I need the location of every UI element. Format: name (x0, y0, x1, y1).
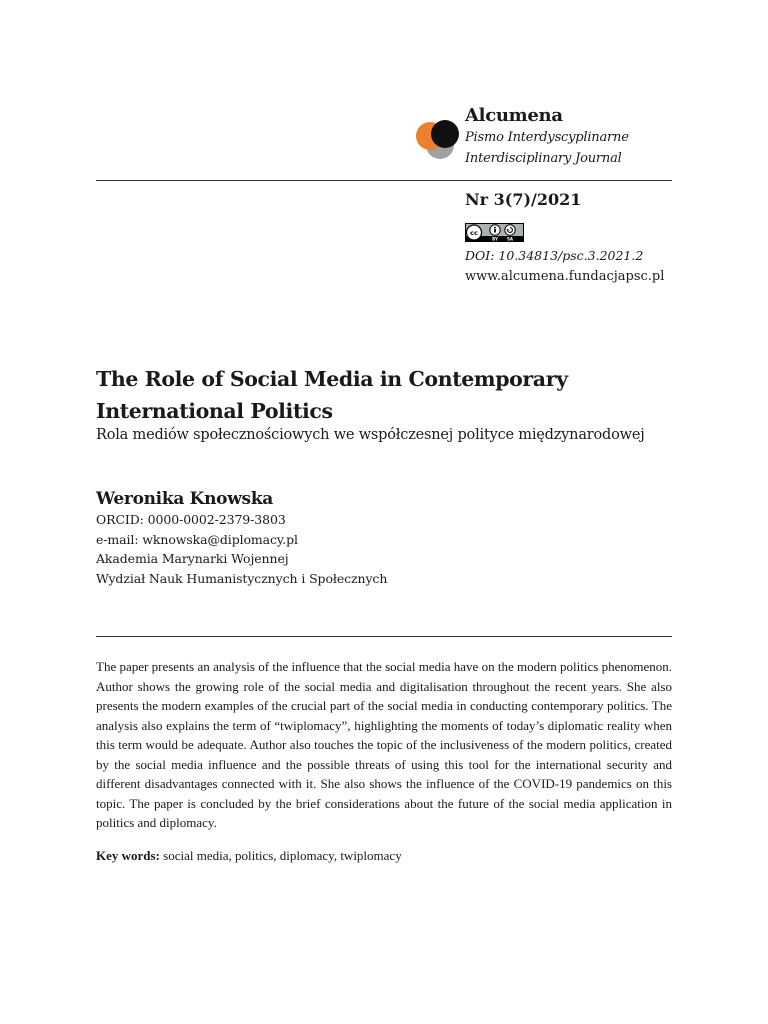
journal-subtitle-en: Interdisciplinary Journal (465, 151, 622, 166)
header-divider (96, 180, 672, 181)
svg-text:SA: SA (507, 236, 513, 242)
abstract-text: The paper presents an analysis of the influence that the social media have on the modern politics phenomenon. Author shows the growing role of the social media and digitalisation throughout the recent years. She also presents the modern examples of the crucial part of the social media in conducting contemporary politics. The analysis also explains the term of “twiplomacy”, highlighting the moments of today’s diplomatic reality when this term would be adequate. Author also touches the topic of the inclusiveness of the modern politics, created by the social media influence and the possible threats of using this tool for the international security and different disadvantages connected with it. She also shows the influence of the COVID-19 pandemics on this topic. The paper is concluded by the brief considerations about the future of the social media application in politics and diplomacy. (96, 659, 672, 830)
doi: DOI: 10.34813/psc.3.2021.2 (465, 248, 644, 263)
svg-text:BY: BY (492, 236, 498, 242)
cc-by-sa-license-icon (465, 223, 524, 242)
article-title: The Role of Social Media in Contemporary International Politics (96, 367, 568, 423)
issue-number: Nr 3(7)/2021 (465, 190, 582, 209)
article-subtitle: Rola mediów społecznościowych we współczesnej polityce międzynarodowej (96, 427, 645, 443)
journal-name: Alcumena (465, 105, 563, 126)
keywords-label: Key words: (96, 848, 160, 863)
journal-subtitle-pl: Pismo Interdyscyplinarne (465, 130, 629, 145)
author-institution: Akademia Marynarki Wojennej (96, 551, 289, 566)
journal-website-link[interactable]: www.alcumena.fundacjapsc.pl (465, 269, 665, 284)
alcumena-logo (414, 119, 462, 163)
keywords (96, 848, 672, 864)
abstract-divider (96, 636, 672, 637)
author-orcid: ORCID: 0000-0002-2379-3803 (96, 512, 286, 527)
author-email[interactable]: e-mail: wknowska@diplomacy.pl (96, 532, 298, 547)
svg-text:cc: cc (470, 229, 478, 237)
keywords-value: social media, politics, diplomacy, twiplomacy (163, 848, 402, 863)
author-department: Wydział Nauk Humanistycznych i Społecznych (96, 571, 388, 586)
author-name: Weronika Knowska (96, 489, 274, 509)
